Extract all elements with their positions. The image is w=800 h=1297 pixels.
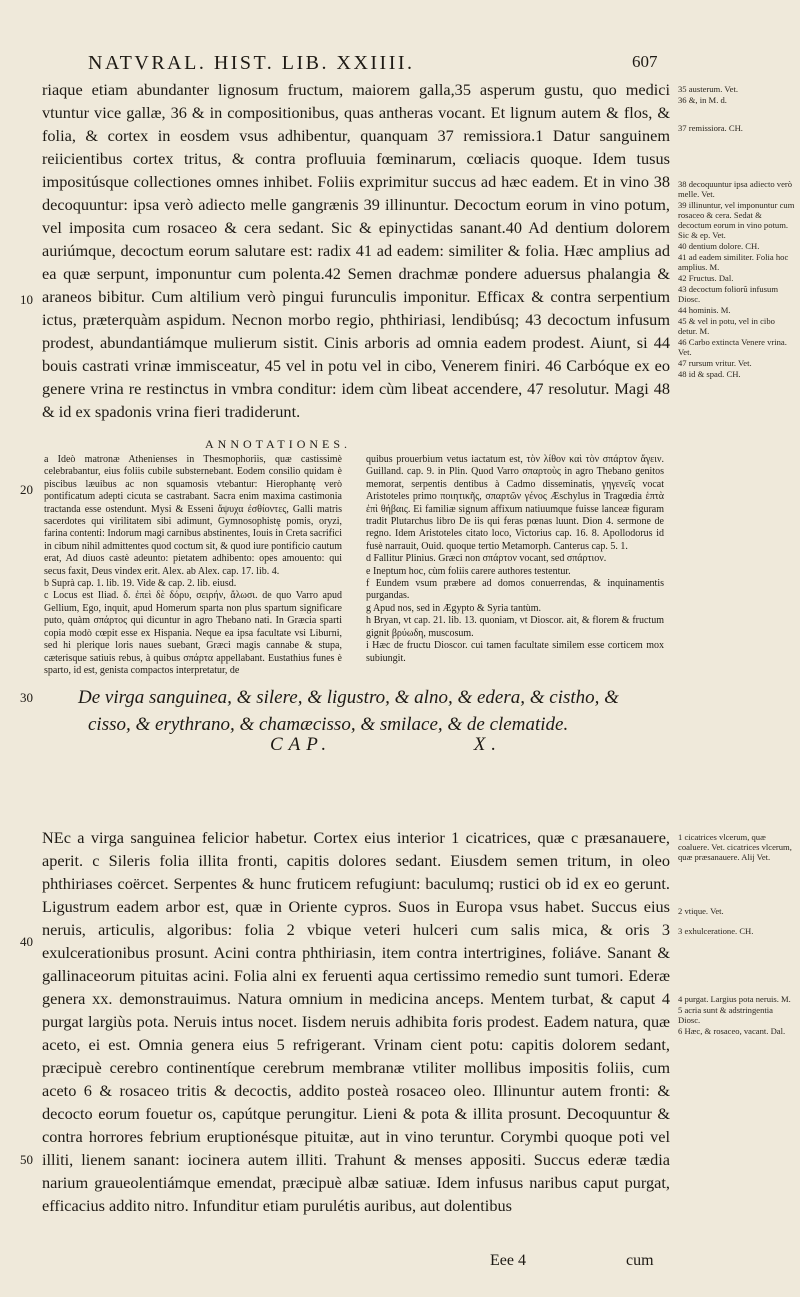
margin-note: 4 purgat. Largius pota neruis. M. (678, 994, 791, 1004)
margin-note: 46 Carbo extincta Venere vrina. Vet. (678, 337, 787, 357)
chapter-number: X. (473, 734, 503, 755)
annotation-note: quibus prouerbium vetus iactatum est, τὸν λίθον καὶ τὸν σπάρτον ἄγειν. Guilland. cap. 9. in Plin. Quod Varro σπαρτοὺς in agro Thebano genitos memorat, serpentis dentibus à Cadmo disseminatis, γηγενεῖς vocat Aristoteles primo ποιητικῆς, σπαρτῶν γένος Æschylus in Tragœdia ἑπτὰ ἐπὶ θήβαις. Ei familiæ signum affixum natiuumque fuisse lanceæ figuram tradit Plutarchus libro De iis qui feras pœnas luunt. Dion 4. sermone de regno. Idem Aristoteles citato loco, Victorius cap. 16. 8. Apollodorus id fusè narrauit, Ouid. quoque tertio Metamorph. Canterus cap. 5. 1. (366, 454, 664, 552)
annotations-left-column (44, 454, 342, 677)
body-text-section-1 (42, 78, 670, 423)
chapter-title-line: De virga sanguinea, & silere, & ligustro, & alno, & edera, & cistho, & (78, 687, 619, 708)
margin-note: 6 Hæc, & rosaceo, vacant. Dal. (678, 1026, 786, 1036)
line-number: 30 (20, 690, 33, 705)
margin-note: 41 ad eadem similiter. Folia hoc amplius. M. (678, 252, 789, 272)
margin-note: 35 austerum. Vet. (678, 84, 738, 94)
margin-note: 38 decoquuntur ipsa adiecto verò melle. Vet. (678, 179, 793, 199)
chapter-title (78, 684, 678, 738)
annotations-heading: ANNOTATIONES. (205, 437, 352, 451)
annotation-note: i Hæc de fructu Dioscor. cui tamen facultate similem esse corticem mox subiungit. (366, 640, 664, 664)
running-head: NATVRAL. HIST. LIB. XXIIII. (88, 52, 415, 74)
margin-note: 44 hominis. M. (678, 305, 731, 315)
body-paragraph: NEc a virga sanguinea felicior habetur. Cortex eius interior 1 cicatrices, quæ c præsanauere, aperit. c Sileris folia illita fronti, capitis dolores sedant. Eiusdem semen tritum, in oleo phthiriases coërcet. Serpentes & hunc fruticem refugiunt: baculumq; rustici ob id ex eo gerunt. Ligustrum eadem arbor est, quæ in Oriente cypros. Suos in Europa vsus habet. Succus eius neruis, articulis, algoribus: folia 2 vbique veteri hulceri cum salis mica, & oris 3 exulcerationibus prosunt. Acini contra phthiriasin, item contra intertrigines, foliáve. Sanant & gallinaceorum pituitas acini. Folia alni ex feruenti aqua certissimo remedio sunt tumori. Ederæ genera xx. demonstrauimus. Natura omnium in medicina anceps. Mentem turbat, & caput 4 purgat largiùs pota. Neruis intus nocet. Iisdem neruis adhibita foris prodest. Eadem natura, quæ aceto, ei est. Omnia genera eius 5 refrigerant. Vrinam cient potu: capitis dolorem sedant, præcipuè cerebro continentíque cerebrum membranæ vtiliter mollibus impositis foliis, cum aceto 6 & rosaceo tritis & decoctis, addito posteà rosaceo oleo. Illinuntur autem fronti: & decocto eorum fouetur os, capútque perungitur. Lieni & pota & illita prosunt. Decoquuntur & contra horrores febrium eruptionésque pituitæ, aut in vino teruntur. Corymbi quoque poti vel illiti, lienem sanant: iocinera autem illiti. Trahunt & menses appositi. Succus ederæ tædia narium graueolentiámque emendat, præcipuè albæ satiuæ. Idem infusus naribus caput purgat, efficacius addito nitro. Infunditur etiam purulétis auribus, aut dolentibus (42, 828, 670, 1215)
body-text-section-2 (42, 826, 670, 1217)
annotation-note: a Ideò matronæ Athenienses in Thesmophoriis, quæ castissimè celebrabantur, eius foliis cubile substernebant. Eodem consilio quidam è piscibus læuibus ac non squamosis vtebantur: Hierophantę verò pontificatum adepti cicuta se castrabant. Sacra enim maxima castimonia tractanda esse ostendunt. Mysi & Esseni ἄψυχα ἐσθίοντες, Galli matris sacerdotes qui virilitatem sibi adimunt, Gymnosophistę pomis, oryzi, farina contenti: Indorum magi carnibus abstinentes, Iouis in Creta sacrifici in cibum nihil admittentes quod coctum sit, & quod iure pontificio cautum erat, Ad diuos castè adeunto: pietatem adhibento: opes amouento: qui secus faxit, Deus vindex erit. Alex. ab Alex. cap. 17. lib. 4. (44, 454, 342, 577)
margin-note: 48 id & spad. CH. (678, 369, 741, 379)
chapter-title-line: cisso, & erythrano, & chamæcisso, & smilace, & de clematide. (88, 714, 569, 735)
margin-note: 43 decoctum foliorũ infusum Diosc. (678, 284, 779, 304)
margin-note: 42 Fructus. Dal. (678, 273, 734, 283)
margin-notes-2 (678, 832, 796, 1037)
margin-note: 5 acria sunt & adstringentia Diosc. (678, 1005, 773, 1025)
line-number: 40 (20, 934, 33, 949)
catchword: cum (626, 1252, 654, 1269)
margin-note: 1 cicatrices vlcerum, quæ coaluere. Vet. cicatrices vlcerum, quæ præsanauere. Alij Vet. (678, 832, 792, 862)
margin-note: 2 vtique. Vet. (678, 906, 724, 916)
page-number: 607 (632, 52, 658, 71)
line-number: 50 (20, 1152, 33, 1167)
chapter-label: CAP. (270, 734, 333, 755)
annotation-note: e Ineptum hoc, cùm foliis carere authores testentur. (366, 565, 571, 577)
annotations-right-column (366, 454, 664, 665)
margin-note: 3 exhulceratione. CH. (678, 926, 754, 936)
margin-note: 36 &, in M. d. (678, 95, 727, 105)
margin-note: 45 & vel in potu, vel in cibo detur. M. (678, 316, 775, 336)
annotation-note: d Fallitur Plinius. Græci non σπάρτον vocant, sed σπάρτιον. (366, 553, 607, 565)
margin-note: 40 dentium dolore. CH. (678, 241, 760, 251)
line-number: 20 (20, 482, 33, 497)
signature-mark: Eee 4 (490, 1252, 526, 1269)
margin-note: 39 illinuntur, vel imponuntur cum rosaceo & cera. Sedat & decoctum eorum in vino potum. Sic & ep. Vet. (678, 200, 795, 240)
annotation-note: h Bryan, vt cap. 21. lib. 13. quoniam, vt Dioscor. ait, & florem & fructum gignit βρύωδη, muscosum. (366, 615, 664, 639)
body-paragraph: riaque etiam abundanter lignosum fructum, maiorem galla,35 asperum gustu, quo medici vtuntur vice gallæ, 36 & in compositionibus, quas antheras vocant. Et lignum autem & flos, & folia, & cortex in eosdem vsus adhibentur, quanquam 37 remissiora.1 Datur sanguinem reiicientibus cortex tritus, & contra profluuia fœminarum, cœliacis quoque. Idem tusus impositúsque collectiones omnes inhibet. Foliis exprimitur succus ad hæc eadem. Et in vino 38 decoquuntur: ipsa verò adiecto melle gangrænis 39 illinuntur. Decoctum eorum in vino potum, vel imposita cum rosaceo & cera sedant. Sic & epinyctidas sanant.40 Ad dentium dolorem auriúmque, decoctum eorum salutare est: radix 41 ad eadem: similiter & folia. Hæc amplius ad ea quæ serpunt, imponuntur cum polenta.42 Semen drachmæ pondere aduersus phalangia & araneos bibitur. Cum altilium verò pingui furunculis imponitur. Efficax & contra serpentium ictus, præterquàm aspidum. Necnon morbo regio, phthiriasi, lendibúsq; 43 decoctum infusum prodest, abundantiámque mulierum sistit. Cinis arboris ad omnia eadem prodest. Aiunt, si 44 bouis castrati vrinæ immisceatur, 45 vel in potu vel in cibo, Venerem finiri. 46 Carbóque ex eo genere vrina re restinctus in vmbra conditur: idem cùm libeat accendere, 47 resolutur. Magi 48 & id ex spadonis vrina fieri tradiderunt. (42, 80, 670, 421)
annotation-note: f Eundem vsum præbere ad domos conuerrendas, & inquinamentis purgandas. (366, 578, 664, 602)
chapter-heading (270, 734, 570, 756)
margin-notes-1 (678, 84, 796, 380)
line-number: 10 (20, 292, 33, 307)
margin-note: 37 remissiora. CH. (678, 123, 743, 133)
annotation-note: g Apud nos, sed in Ægypto & Syria tantùm. (366, 602, 541, 614)
annotation-note: b Suprà cap. 1. lib. 19. Vide & cap. 2. lib. eiusd. (44, 578, 237, 590)
margin-note: 47 rursum vritur. Vet. (678, 358, 752, 368)
annotation-note: c Locus est Iliad. δ. ἐπεὶ δὲ δόρυ, σειρήν, ἄλωσι. de quo Varro apud Gellium, Ego, inquit, apud Homerum sparta non plus spartum significare puto, quàm σπάρτος qui dicuntur in agro Thebano nati. In Græcia sparti copia modò cœpit esse ex Hispania. Neque ea ipsa facultate vsi Liburni, sed hi plerique loris naues suebant, Græci magis cannabe & stupa, cæterisque satiuis rebus, à quibus σπάρτα appellabant. Eustathius funes è sparto, id est, genista compactos interpretatur, de (44, 590, 342, 676)
